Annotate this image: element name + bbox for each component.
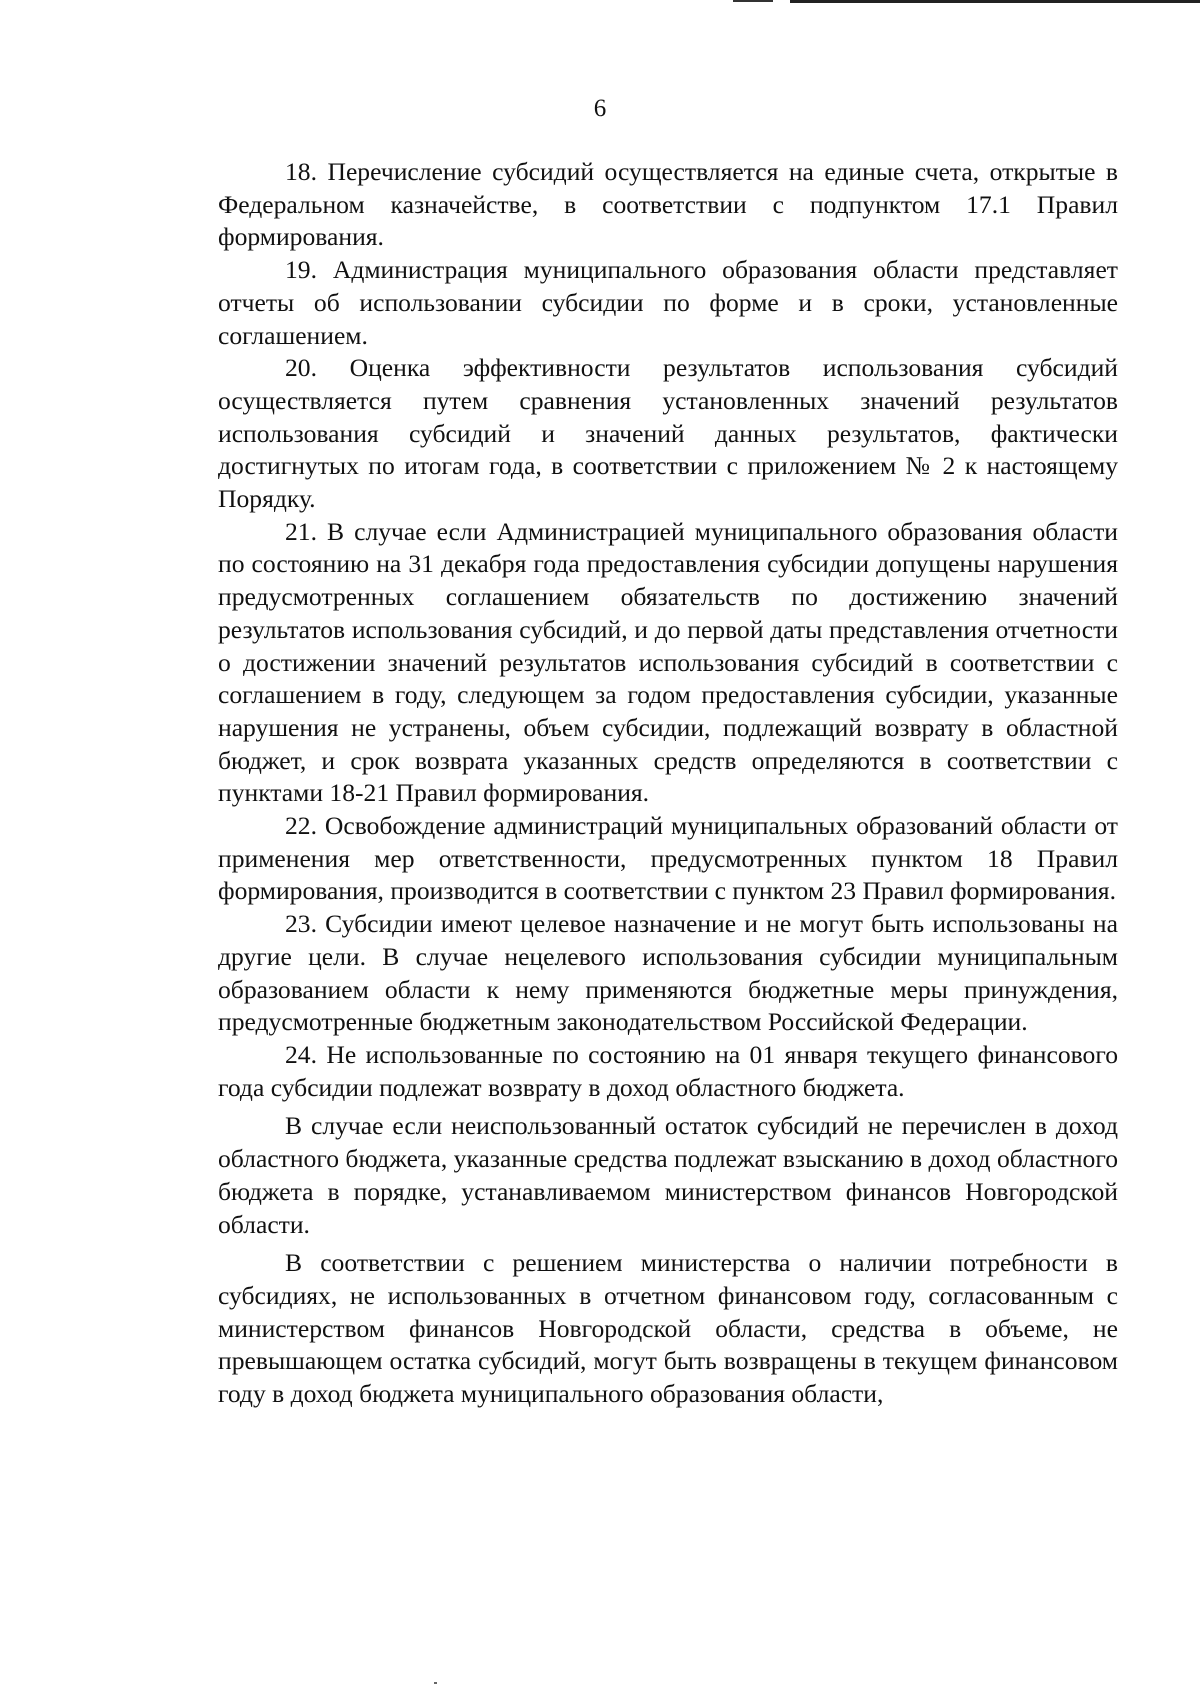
paragraph-22: 22. Освобождение администраций муниципальных образований области от применения мер ответственности, предусмотренных пунктом 18 Правил формирования, производится в соответствии с пунктом 23 Правил формирования. bbox=[218, 811, 1118, 906]
paragraph-24-part-3: В соответствии с решением министерства о наличии потребности в субсидиях, не использованных в отчетном финансовом году, согласованным с министерством финансов Новгородской области, средства в объеме, не превышающем остатка субсидий, могут быть возвращены в текущем финансовом году в доход бюджета муниципального образования области, bbox=[218, 1248, 1118, 1409]
paragraph-24-part-2: В случае если неиспользованный остаток субсидий не перечислен в доход областного бюджета, указанные средства подлежат взысканию в доход областного бюджета в порядке, устанавливаемом министерством финансов Новгородской области. bbox=[218, 1111, 1118, 1239]
paragraph-21: 21. В случае если Администрацией муниципального образования области по состоянию на 31 декабря года предоставления субсидии допущены нарушения предусмотренных соглашением обязательств по достижению значений результатов использования субсидий, и до первой даты представления отчетности о достижении значений результатов использования субсидий в соответствии с соглашением в году, следующем за годом предоставления субсидии, указанные нарушения не устранены, объем субсидии, подлежащий возврату в областной бюджет, и срок возврата указанных средств определяются в соответствии с пунктами 18-21 Правил формирования. bbox=[218, 516, 1118, 808]
scan-artifact bbox=[434, 1682, 437, 1684]
paragraph-18: 18. Перечисление субсидий осуществляется на единые счета, открытые в Федеральном казначействе, в соответствии с подпунктом 17.1 Правил формирования. bbox=[218, 157, 1118, 252]
document-body bbox=[218, 156, 1118, 1411]
paragraph-20: 20. Оценка эффективности результатов использования субсидий осуществляется путем сравнения установленных значений результатов использования субсидий и значений данных результатов, фактически достигнутых по итогам года, в соответствии с приложением № 2 к настоящему Порядку. bbox=[218, 353, 1118, 514]
paragraph-24: 24. Не использованные по состоянию на 01 января текущего финансового года субсидии подлежат возврату в доход областного бюджета. bbox=[218, 1039, 1118, 1102]
page-number: 6 bbox=[593, 95, 607, 122]
top-scan-rule bbox=[733, 0, 773, 2]
top-scan-rule-long bbox=[790, 0, 1200, 3]
paragraph-23: 23. Субсидии имеют целевое назначение и не могут быть использованы на другие цели. В случае нецелевого использования субсидии муниципальным образованием области к нему применяются бюджетные меры принуждения, предусмотренные бюджетным законодательством Российской Федерации. bbox=[218, 909, 1118, 1037]
paragraph-19: 19. Администрация муниципального образования области представляет отчеты об использовании субсидии по форме и в сроки, установленные соглашением. bbox=[218, 255, 1118, 350]
